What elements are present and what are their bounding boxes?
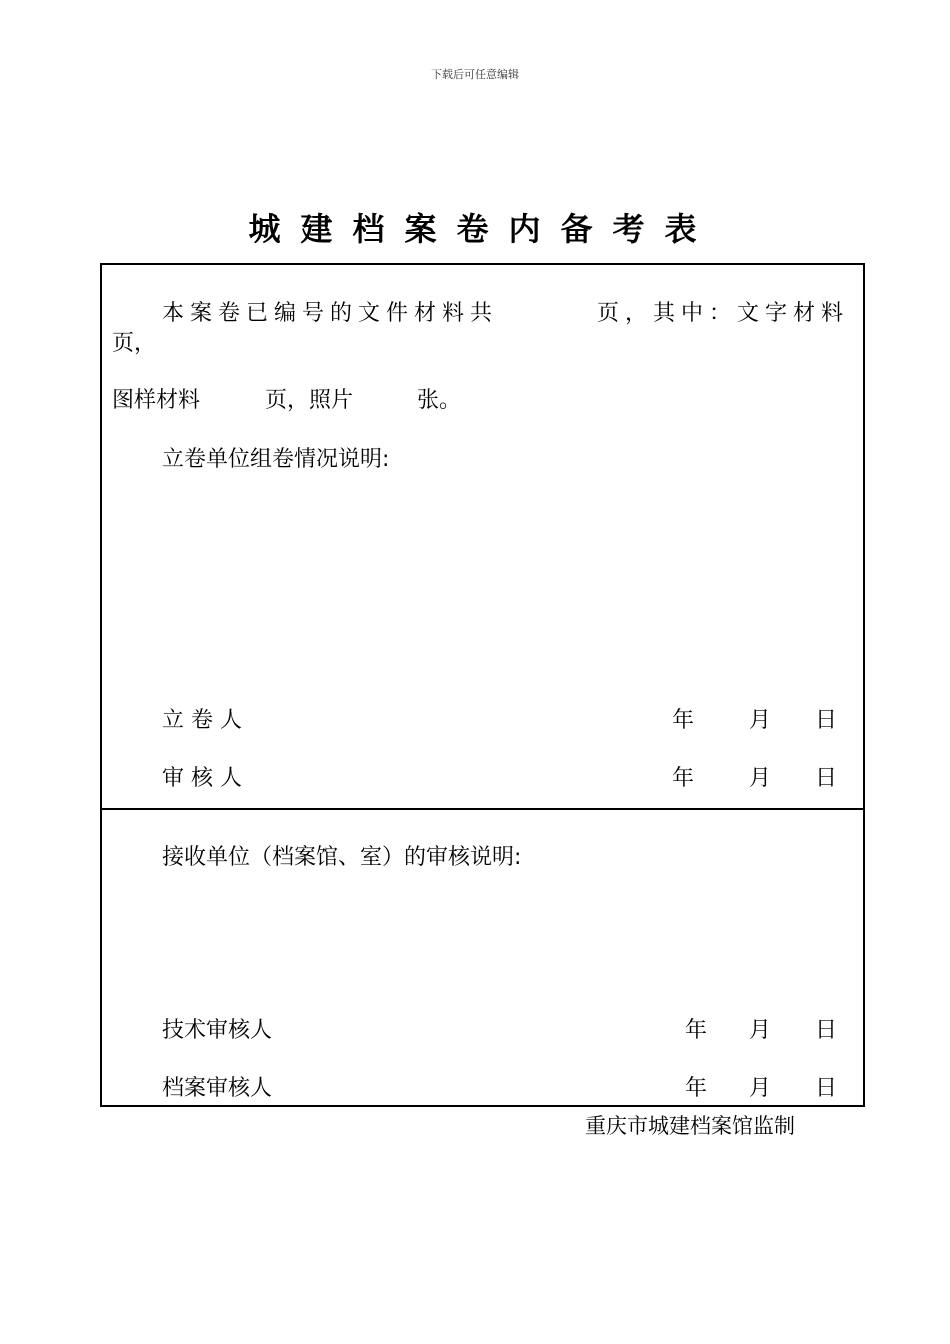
drawing-pages-label: 图样材料 (112, 388, 201, 413)
file-count-mid: 页，其中：文字材料 (597, 301, 850, 326)
reviewer-year: 年 (672, 766, 695, 791)
tech-reviewer-year: 年 (685, 1018, 708, 1043)
photo-suffix: 张。 (417, 388, 462, 413)
photo-pages-label: 页，照片 (265, 388, 354, 413)
archive-form (100, 263, 865, 1107)
header-note: 下载后可任意编辑 (431, 68, 519, 81)
archive-reviewer-label: 档案审核人 (162, 1076, 273, 1101)
receiving-description-label: 接收单位（档案馆、室）的审核说明: (162, 845, 522, 870)
section-divider (102, 808, 863, 810)
file-count-wrap: 页， (112, 331, 157, 356)
filer-day: 日 (815, 708, 838, 733)
archive-reviewer-day: 日 (815, 1076, 838, 1101)
file-count-prefix: 本案卷已编号的文件材料共 (162, 301, 499, 326)
filing-description-label: 立卷单位组卷情况说明: (162, 447, 390, 472)
reviewer-label: 审 核 人 (162, 766, 242, 791)
tech-reviewer-day: 日 (815, 1018, 838, 1043)
reviewer-day: 日 (815, 766, 838, 791)
filer-year: 年 (672, 708, 695, 733)
archive-reviewer-year: 年 (685, 1076, 708, 1101)
tech-reviewer-month: 月 (749, 1018, 772, 1043)
footer-org: 重庆市城建档案馆监制 (585, 1114, 795, 1138)
archive-reviewer-month: 月 (749, 1076, 772, 1101)
filer-label: 立 卷 人 (162, 708, 242, 733)
page-title: 城建档案卷内备考表 (248, 210, 717, 248)
tech-reviewer-label: 技术审核人 (162, 1018, 273, 1043)
reviewer-month: 月 (749, 766, 772, 791)
filer-month: 月 (749, 708, 772, 733)
